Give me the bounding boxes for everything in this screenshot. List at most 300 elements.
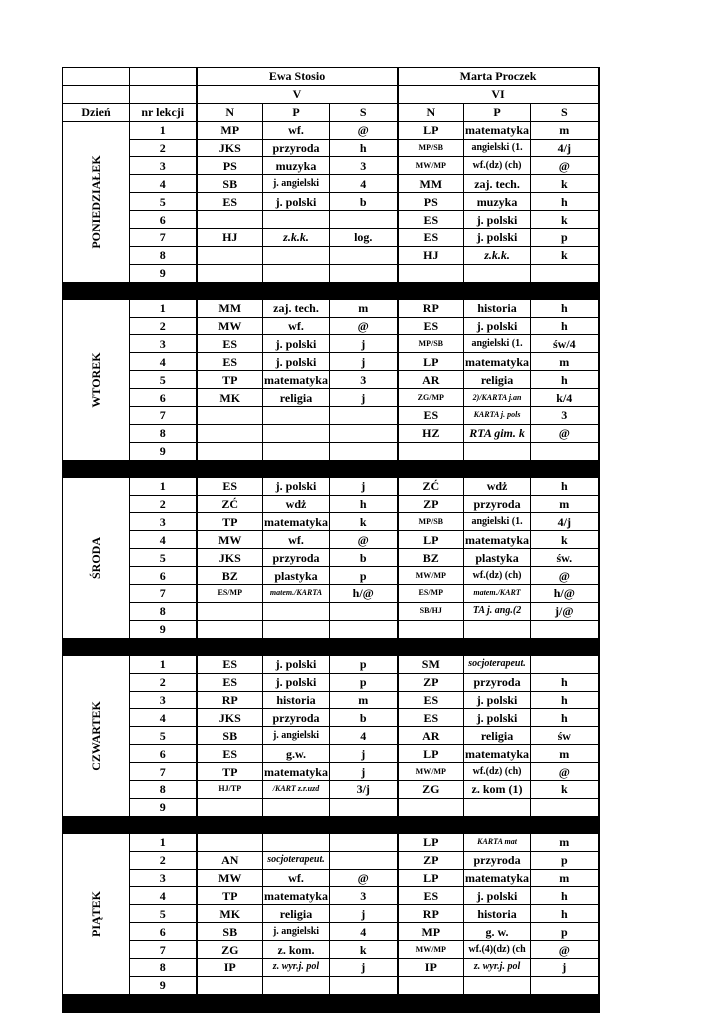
teacher-code: ES	[398, 229, 464, 247]
room: h	[531, 317, 599, 335]
subject: j. angielski	[263, 727, 330, 745]
subject: TA j. ang.(2	[464, 602, 531, 620]
table-row	[63, 958, 599, 976]
separator-cell	[263, 460, 330, 477]
subject: muzyka	[263, 157, 330, 175]
room: h	[531, 299, 599, 317]
separator-cell	[464, 994, 531, 1012]
room: 3	[531, 407, 599, 425]
subject: przyroda	[464, 673, 531, 691]
teacher-code	[197, 976, 263, 994]
lesson-number: 1	[130, 655, 197, 673]
subject	[263, 798, 330, 816]
room: k	[531, 531, 599, 549]
subject: angielski (1.	[464, 335, 531, 353]
teacher-code: MP/SB	[398, 513, 464, 531]
room: @	[330, 869, 398, 887]
room: m	[531, 869, 599, 887]
day-separator	[63, 994, 599, 1012]
lesson-number: 7	[130, 763, 197, 781]
room: p	[330, 655, 398, 673]
table-row	[63, 941, 599, 959]
room: h	[531, 371, 599, 389]
table-row	[63, 407, 599, 425]
subject	[464, 976, 531, 994]
separator-cell	[130, 282, 197, 299]
lesson-number: 4	[130, 175, 197, 193]
subject: angielski (1.	[464, 139, 531, 157]
room: m	[531, 745, 599, 763]
lesson-number: 3	[130, 335, 197, 353]
subject: j. polski	[263, 335, 330, 353]
room	[531, 798, 599, 816]
subject: przyroda	[464, 851, 531, 869]
subject: socjoterapeut.	[263, 851, 330, 869]
teacher-code: ZG	[197, 941, 263, 959]
room: @	[531, 424, 599, 442]
teacher-code: JKS	[197, 549, 263, 567]
teacher-code	[197, 602, 263, 620]
teacher-code: MP	[197, 121, 263, 139]
subject: 2)/KARTA j.an	[464, 389, 531, 407]
room: k	[531, 780, 599, 798]
lesson-number: 9	[130, 798, 197, 816]
table-row	[63, 602, 599, 620]
room	[531, 442, 599, 460]
separator-cell	[531, 282, 599, 299]
separator-cell	[531, 994, 599, 1012]
teacher-code: ZĆ	[197, 495, 263, 513]
subject: matem./KARTA	[263, 585, 330, 603]
subject: matematyka	[465, 870, 530, 885]
teacher-code: PS	[197, 157, 263, 175]
table-row	[63, 175, 599, 193]
room: 3/j	[330, 780, 398, 798]
teacher-code: LP	[398, 353, 464, 371]
subject: plastyka	[263, 567, 330, 585]
teacher-code	[197, 620, 263, 638]
col-header-lesson: nr lekcji	[130, 103, 197, 121]
subject: j. polski	[464, 229, 531, 247]
subject	[464, 442, 531, 460]
table-row	[63, 780, 599, 798]
teacher-code: RP	[398, 299, 464, 317]
room: 4/j	[531, 139, 599, 157]
separator-cell	[464, 282, 531, 299]
teacher-code: MW/MP	[398, 567, 464, 585]
room	[531, 655, 599, 673]
room: h	[531, 193, 599, 211]
subject: plastyka	[464, 549, 531, 567]
teacher-code	[398, 976, 464, 994]
day-separator	[63, 638, 599, 655]
teacher-code: ES	[398, 691, 464, 709]
subject: wf.(dz) (ch)	[464, 763, 531, 781]
room	[330, 442, 398, 460]
subject	[263, 211, 330, 229]
subject: matematyka	[465, 532, 530, 547]
day-label-cell	[63, 299, 130, 460]
teacher-code: ZĆ	[398, 477, 464, 495]
room: j	[330, 745, 398, 763]
teacher-code	[197, 407, 263, 425]
room: b	[330, 549, 398, 567]
room: j	[330, 389, 398, 407]
lesson-number: 2	[130, 495, 197, 513]
lesson-number: 1	[130, 477, 197, 495]
room: h/@	[330, 585, 398, 603]
day-label: PIĄTEK	[89, 890, 103, 937]
teacher-code: AN	[197, 851, 263, 869]
room: m	[531, 121, 599, 139]
teacher-code: RP	[398, 905, 464, 923]
room	[330, 620, 398, 638]
separator-cell	[398, 994, 464, 1012]
lesson-number: 6	[130, 567, 197, 585]
room	[330, 424, 398, 442]
subject: angielski (1.	[464, 513, 531, 531]
table-row	[63, 887, 599, 905]
separator-cell	[197, 994, 263, 1012]
table-row	[63, 229, 599, 247]
lesson-number: 9	[130, 620, 197, 638]
teacher-code	[398, 442, 464, 460]
teacher-code: JKS	[197, 709, 263, 727]
table-row	[63, 709, 599, 727]
lesson-number: 8	[130, 780, 197, 798]
room: 3	[330, 157, 398, 175]
lesson-number: 9	[130, 264, 197, 282]
lesson-number: 6	[130, 211, 197, 229]
teacher-code: HJ/TP	[197, 780, 263, 798]
room: k	[531, 175, 599, 193]
subject: wf.(dz) (ch)	[464, 157, 531, 175]
teacher-code: SB	[197, 727, 263, 745]
room: h	[330, 139, 398, 157]
subject: j. polski	[263, 673, 330, 691]
room: @	[330, 531, 398, 549]
subject: historia	[464, 905, 531, 923]
day-label: ŚRODA	[89, 536, 103, 579]
subject	[263, 620, 330, 638]
table-row	[63, 317, 599, 335]
table-row	[63, 869, 599, 887]
separator-cell	[63, 994, 130, 1012]
teacher-code	[197, 442, 263, 460]
subject: socjoterapeut.	[464, 655, 531, 673]
teacher-code: HJ	[197, 229, 263, 247]
subject: matematyka	[465, 123, 530, 138]
teacher-code: ES	[398, 211, 464, 229]
subject: j. polski	[263, 193, 330, 211]
table-row	[63, 763, 599, 781]
separator-cell	[531, 638, 599, 655]
separator-cell	[398, 816, 464, 833]
subject: j. polski	[464, 691, 531, 709]
table-row	[63, 264, 599, 282]
subject: j. polski	[464, 887, 531, 905]
subject: z. kom (1)	[464, 780, 531, 798]
table-row	[63, 673, 599, 691]
subject: muzyka	[464, 193, 531, 211]
teacher-code: LP	[398, 745, 464, 763]
day-label: WTOREK	[89, 352, 103, 408]
room: h	[330, 495, 398, 513]
header-blank	[130, 85, 197, 103]
teacher-name: Marta Proczek	[398, 68, 599, 86]
table-row	[63, 193, 599, 211]
subject: g.w.	[263, 745, 330, 763]
day-separator	[63, 282, 599, 299]
subject: matematyka	[264, 372, 328, 387]
subject: przyroda	[263, 139, 330, 157]
subject: g. w.	[464, 923, 531, 941]
header-blank	[63, 68, 130, 86]
table-row	[63, 477, 599, 495]
subject: matematyka	[264, 888, 328, 903]
lesson-number: 8	[130, 424, 197, 442]
table-row	[63, 211, 599, 229]
subject: wf.	[263, 121, 330, 139]
teacher-code: IP	[197, 958, 263, 976]
teacher-code: HZ	[398, 424, 464, 442]
separator-cell	[130, 460, 197, 477]
room	[330, 833, 398, 851]
lesson-number: 3	[130, 869, 197, 887]
room: j	[330, 958, 398, 976]
teacher-code: ES/MP	[398, 585, 464, 603]
day-label: PONIEDZIAŁEK	[89, 154, 103, 249]
subject: matematyka	[264, 764, 328, 779]
teacher-code: MW	[197, 317, 263, 335]
lesson-number: 1	[130, 299, 197, 317]
table-row	[63, 513, 599, 531]
subject: matem./KART	[464, 585, 531, 603]
lesson-number: 4	[130, 709, 197, 727]
timetable-sheet	[62, 67, 598, 1013]
room: h	[531, 905, 599, 923]
timetable	[62, 67, 600, 1013]
separator-cell	[464, 816, 531, 833]
teacher-code	[197, 264, 263, 282]
teacher-code	[197, 246, 263, 264]
table-row	[63, 389, 599, 407]
lesson-number: 5	[130, 727, 197, 745]
subject: zaj. tech.	[263, 299, 330, 317]
table-row	[63, 246, 599, 264]
subject: j. angielski	[263, 175, 330, 193]
room: h	[531, 477, 599, 495]
teacher-code: SB/HJ	[398, 602, 464, 620]
teacher-code: TP	[197, 887, 263, 905]
room: m	[531, 833, 599, 851]
room: św/4	[531, 335, 599, 353]
subject	[464, 798, 531, 816]
room: k	[330, 513, 398, 531]
teacher-code: LP	[398, 531, 464, 549]
table-row	[63, 620, 599, 638]
subject: przyroda	[263, 549, 330, 567]
lesson-number: 2	[130, 851, 197, 869]
room: 4	[330, 923, 398, 941]
teacher-code: ES	[197, 673, 263, 691]
room: j	[330, 335, 398, 353]
teacher-code: ES	[398, 407, 464, 425]
teacher-code: ES	[197, 353, 263, 371]
header-blank	[63, 85, 130, 103]
room: 4	[330, 175, 398, 193]
subject: religia	[263, 389, 330, 407]
teacher-code: MW/MP	[398, 941, 464, 959]
teacher-code: MW	[197, 869, 263, 887]
table-row	[63, 531, 599, 549]
table-row	[63, 923, 599, 941]
separator-cell	[263, 816, 330, 833]
lesson-number: 6	[130, 389, 197, 407]
subject: historia	[464, 299, 531, 317]
separator-cell	[263, 994, 330, 1012]
room: św.	[531, 549, 599, 567]
teacher-code: ES	[197, 655, 263, 673]
subject	[263, 407, 330, 425]
teacher-code: MP	[398, 923, 464, 941]
separator-cell	[330, 460, 398, 477]
subject: KARTA j. pols	[464, 407, 531, 425]
class-name: V	[197, 85, 398, 103]
room: p	[531, 851, 599, 869]
separator-cell	[398, 282, 464, 299]
subject: j. angielski	[263, 923, 330, 941]
separator-cell	[330, 282, 398, 299]
teacher-code: ES	[197, 193, 263, 211]
subject: z.k.k.	[464, 246, 531, 264]
room: h/@	[531, 585, 599, 603]
subject: KARTA mat	[464, 833, 531, 851]
table-row	[63, 655, 599, 673]
separator-cell	[130, 994, 197, 1012]
lesson-number: 1	[130, 833, 197, 851]
room: m	[330, 299, 398, 317]
table-row	[63, 549, 599, 567]
separator-cell	[197, 282, 263, 299]
teacher-code: JKS	[197, 139, 263, 157]
teacher-code: LP	[398, 833, 464, 851]
table-row	[63, 371, 599, 389]
room	[330, 851, 398, 869]
col-header: N	[197, 103, 263, 121]
room: h	[531, 691, 599, 709]
separator-cell	[464, 460, 531, 477]
separator-cell	[63, 638, 130, 655]
room: log.	[330, 229, 398, 247]
lesson-number: 2	[130, 317, 197, 335]
lesson-number: 7	[130, 229, 197, 247]
subject	[263, 602, 330, 620]
subject	[263, 976, 330, 994]
subject: religia	[464, 727, 531, 745]
teacher-code: AR	[398, 727, 464, 745]
table-row	[63, 691, 599, 709]
lesson-number: 2	[130, 673, 197, 691]
table-row	[63, 353, 599, 371]
teacher-code: BZ	[197, 567, 263, 585]
teacher-code: LP	[398, 121, 464, 139]
header-blank	[130, 68, 197, 86]
teacher-code: SM	[398, 655, 464, 673]
lesson-number: 4	[130, 887, 197, 905]
teacher-code: ES	[398, 317, 464, 335]
room: k/4	[531, 389, 599, 407]
teacher-code: ES	[398, 887, 464, 905]
teacher-code	[197, 424, 263, 442]
room: j	[330, 905, 398, 923]
room: j	[531, 958, 599, 976]
room: j/@	[531, 602, 599, 620]
lesson-number: 9	[130, 976, 197, 994]
table-row	[63, 299, 599, 317]
room: @	[330, 121, 398, 139]
room: b	[330, 193, 398, 211]
separator-cell	[531, 460, 599, 477]
table-row	[63, 905, 599, 923]
table-row	[63, 567, 599, 585]
lesson-number: 4	[130, 531, 197, 549]
teacher-code	[398, 798, 464, 816]
table-row	[63, 833, 599, 851]
room: h	[531, 709, 599, 727]
room: 3	[330, 887, 398, 905]
separator-cell	[263, 638, 330, 655]
teacher-code: HJ	[398, 246, 464, 264]
subject: religia	[263, 905, 330, 923]
subject: j. polski	[263, 655, 330, 673]
room	[330, 246, 398, 264]
teacher-code: ZP	[398, 495, 464, 513]
table-row	[63, 424, 599, 442]
subject: wf.(dz) (ch)	[464, 567, 531, 585]
lesson-number: 3	[130, 513, 197, 531]
room: @	[531, 157, 599, 175]
subject: wf.	[263, 869, 330, 887]
subject: wf.	[263, 531, 330, 549]
teacher-code: SB	[197, 923, 263, 941]
separator-cell	[330, 816, 398, 833]
room: 3	[330, 371, 398, 389]
col-header-day: Dzień	[63, 103, 130, 121]
lesson-number: 5	[130, 371, 197, 389]
day-separator	[63, 460, 599, 477]
room: p	[330, 567, 398, 585]
subject: matematyka	[465, 746, 530, 761]
teacher-code: RP	[197, 691, 263, 709]
day-label: CZWARTEK	[89, 700, 103, 771]
lesson-number: 3	[130, 691, 197, 709]
subject: z. wyr.j. pol	[263, 958, 330, 976]
teacher-code: MW	[197, 531, 263, 549]
room: p	[330, 673, 398, 691]
separator-cell	[330, 638, 398, 655]
room: p	[531, 923, 599, 941]
lesson-number: 7	[130, 941, 197, 959]
table-row	[63, 727, 599, 745]
teacher-name: Ewa Stosio	[197, 68, 398, 86]
col-header: N	[398, 103, 464, 121]
room: h	[531, 887, 599, 905]
room	[330, 264, 398, 282]
table-row	[63, 976, 599, 994]
subject	[263, 424, 330, 442]
subject	[464, 264, 531, 282]
